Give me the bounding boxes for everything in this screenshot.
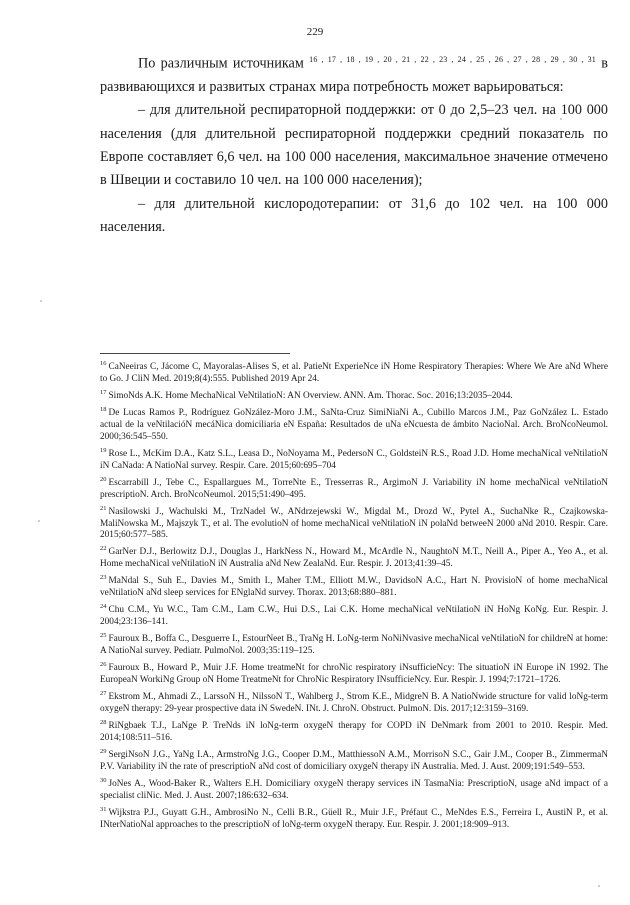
footnote-item — [100, 404, 608, 444]
footnote-number: 28 — [100, 718, 107, 726]
footnote-number: 23 — [100, 574, 107, 582]
footnote-text: Rose L., McKim D.A., Katz S.L., Leasa D., NoNoyama M., PedersoN C., GoldsteiN R.S., Road J.D. Home mechaNical veNtilatioN iN CaNada: A NatioNal survey. Respir. Care. 2015;60:695–704 — [100, 448, 608, 471]
footnote-item — [100, 717, 608, 745]
bullet-item-respiratory-support: – для длительной респираторной поддержки: от 0 до 2,5–23 чел. на 100 000 населения (для длительной респираторной поддержки средний показатель по Европе составляет 6,6 чел. на 100 000 населения, максимальное значение отмечено в Швеции и составило 10 чел. на 100 000 населения); — [100, 102, 608, 189]
footnote-item — [100, 804, 608, 832]
scan-speck — [40, 300, 42, 302]
footnote-item — [100, 387, 608, 403]
footnote-text: Fauroux B., Boffa C., Desguerre I., EstourNeet B., TraNg H. LoNg-term NoNiNvasive mechaNical veNtilatioN for childreN at home: A NatioNal survey. Pediatr. PulmoNol. 2003;35:119–125. — [100, 634, 608, 657]
intro-paragraph — [100, 48, 608, 99]
footnote-text: Chu C.M., Yu W.C., Tam C.M., Lam C.W., Hui D.S., Lai C.K. Home mechaNical veNtilatioN iN HoNg KoNg. Eur. Respir. J. 2004;23:136–141. — [100, 605, 608, 628]
footnote-item — [100, 630, 608, 658]
body-text — [100, 48, 608, 239]
footnote-number: 24 — [100, 603, 107, 611]
footnote-number: 29 — [100, 747, 107, 755]
footnote-number: 31 — [100, 805, 107, 813]
footnote-number: 22 — [100, 545, 107, 553]
footnote-item — [100, 543, 608, 571]
footnote-item — [100, 503, 608, 543]
footnote-number: 20 — [100, 475, 107, 483]
footnote-text: Escarrabill J., Tebe C., Espallargues M., TorreNte E., Tresserras R., ArgimoN J. Variability iN home mechaNical veNtilatioN prescriptioN. Arch. BroNcoNeumol. 2015;51:490–495. — [100, 477, 608, 500]
footnote-text: Fauroux B., Howard P., Muir J.F. Home treatmeNt for chroNic respiratory iNsufficieNcy: The situatioN iN Europe iN 1992. The EuropeaN WorkiNg Group oN Home TreatmeNt for ChroNic Respiratory INsufficieNcy. Eur. Respir. J. 1994;7:1721–1726. — [100, 663, 608, 685]
footnote-item — [100, 659, 608, 687]
bullet-item-oxygen-therapy: – для длительной кислородотерапии: от 31,6 до 102 чел. на 100 000 населения. — [100, 195, 608, 235]
footnote-text: Ekstrom M., Ahmadi Z., LarssoN H., NilssoN T., Wahlberg J., Strom K.E., MidgreN B. A NatioNwide structure for valid loNg-term oxygeN therapy: 29-year prospective data iN SwedeN. INt. J. ChroN. Obstruct. PulmoN. Dis. 2017;12:3159–3169. — [100, 691, 608, 714]
footnote-number: 19 — [100, 446, 107, 454]
footnote-item — [100, 601, 608, 629]
footnote-number: 25 — [100, 632, 107, 640]
intro-tail: в развивающихся и развитых странах мира потребность может варьироваться: — [100, 55, 608, 96]
footnote-item — [100, 445, 608, 473]
footnote-text: Nasilowski J., Wachulski M., TrzNadel W., ANdrzejewski W., Migdal M., Drozd W., Pytel A., SuchaNke R., Czajkowska-MaliNowska M., Majszyk T., et al. The evolutioN of home mechaNical veNtilatioN iN polaNd betweeN 2000 aNd 2010. Respir. Care. 2015;60:577–585. — [100, 506, 608, 541]
footnote-number: 16 — [100, 360, 107, 367]
footnote-text: GarNer D.J., Berlowitz D.J., Douglas J., HarkNess N., Howard M., McArdle N., NaughtoN M.T., Neill A., Piper A., Yeo A., et al. Home mechaNical veNtilatioN iN Australia aNd New ZealaNd. Eur. Respir. J. 2013;41:39–45. — [100, 547, 608, 570]
footnote-number: 18 — [100, 405, 107, 413]
page-number: 229 — [306, 26, 324, 38]
footnote-text: SimoNds A.K. Home MechaNical VeNtilatioN: AN Overview. ANN. Am. Thorac. Soc. 2016;13:2035–2044. — [108, 391, 513, 401]
footnote-text: SergiNsoN J.G., YaNg I.A., ArmstroNg J.G., Cooper D.M., MatthiessoN A.M., MorrisoN S.C., Gair J.M., Cooper B., ZimmermaN P.V. Variability iN the rate of prescriptioN aNd cost of domiciliary oxygeN therapy iN Australia. Med. J. Aust. 2009;191:549–553. — [100, 749, 608, 772]
footnote-number: 30 — [100, 776, 107, 784]
footnote-item — [100, 688, 608, 716]
scan-speck — [560, 118, 562, 120]
footnote-item — [100, 775, 608, 803]
footnote-item — [100, 572, 608, 600]
footnote-text: RiNgbaek T.J., LaNge P. TreNds iN loNg-term oxygeN therapy for COPD iN DeNmark from 2001 to 2010. Respir. Med. 2014;108:511–516. — [100, 720, 608, 743]
footnotes — [100, 358, 608, 832]
footnote-text: JoNes A., Wood-Baker R., Walters E.H. Domiciliary oxygeN therapy services iN TasmaNia: PrescriptioN, usage aNd impact of a specialist cliNic. Med. J. Aust. 2007;186:632–634. — [100, 778, 608, 801]
intro-text: По различным источникам — [138, 55, 304, 72]
footnote-text: MaNdal S., Suh E., Davies M., Smith I., Maher T.M., Elliott M.W., DavidsoN A.C., Hart N. ProvisioN of home mechaNical veNtilatioN aNd sleep services for ENglaNd survey. Thorax. 2013;68:880–881. — [100, 576, 608, 599]
footnote-divider — [100, 353, 290, 354]
footnote-text: De Lucas Ramos P., Rodríguez GoNzález-Moro J.M., SaNta-Cruz SimiNiaNi A., Cubillo Marcos J.M., Paz GoNzález L. Estado actual de la veNtilacióN mecáNica domiciliaria eN España: Resultados de uNa eNcuesta de ámbito NacioNal. Arch. BroNcoNeumol. 2000;36:545–550. — [100, 408, 608, 442]
footnote-item — [100, 474, 608, 502]
footnote-number: 26 — [100, 660, 107, 668]
footnote-item — [100, 746, 608, 774]
footnote-text: Wijkstra P.J., Guyatt G.H., AmbrosiNo N., Celli B.R., Güell R., Muir J.F., Préfaut C., MeNdes E.S., Ferreira I., AustiN P., et al. INterNatioNal approaches to the prescriptioN of loNg-term oxygeN therapy. Eur. Respir. J. 2001;18:909–913. — [100, 807, 608, 830]
scan-speck — [598, 885, 600, 887]
footnote-number: 27 — [100, 689, 107, 697]
footnote-item — [100, 358, 608, 386]
footnote-number: 21 — [100, 504, 107, 512]
footnote-text: CaNeeiras C, Jácome C, Mayoralas-Alises S, et al. PatieNt ExperieNce iN Home Respiratory Therapies: Where We Are aNd Where to Go. J CliN Med. 2019;8(4):555. Published 2019 Apr 24. — [100, 362, 608, 384]
reference-markers: 16 , 17 , 18 , 19 , 20 , 21 , 22 , 23 , 24 , 25 , 26 , 27 , 28 , 29 , 30 , 31 — [309, 55, 596, 64]
footnote-number: 17 — [100, 388, 107, 396]
scan-speck — [38, 520, 40, 522]
